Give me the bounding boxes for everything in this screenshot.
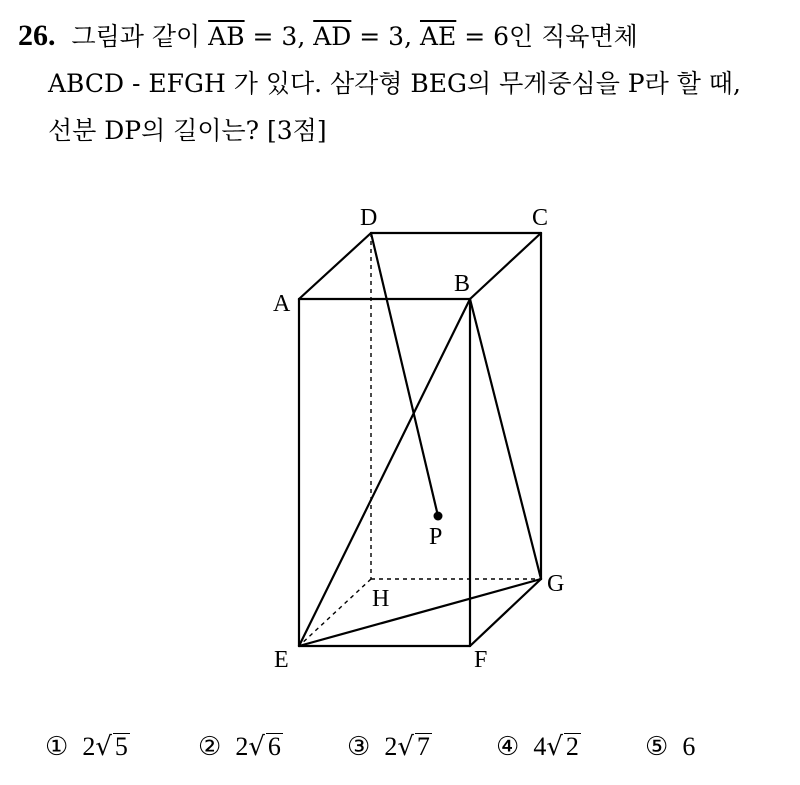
- choice-1-radicand: 5: [114, 732, 128, 761]
- choice-5-value: 6: [682, 732, 696, 761]
- choice-2[interactable]: [198, 728, 283, 766]
- choice-2-coef: 2: [235, 732, 249, 761]
- label-h: H: [372, 586, 390, 612]
- label-c: C: [532, 205, 549, 231]
- eq-ad: = 3,: [351, 22, 420, 51]
- choice-3-coef: 2: [384, 732, 398, 761]
- choice-2-radicand: 6: [267, 732, 281, 761]
- sqrt-icon: √: [546, 732, 563, 762]
- choice-4[interactable]: [496, 728, 581, 766]
- choice-1-coef: 2: [82, 732, 96, 761]
- label-a: A: [273, 291, 291, 317]
- choice-5-mark: ⑤: [645, 732, 669, 762]
- line1-tail: 인 직육면체: [509, 22, 638, 51]
- intro-text: 그림과 같이: [71, 22, 209, 51]
- label-p: P: [429, 524, 443, 550]
- choice-2-mark: ②: [198, 732, 222, 762]
- problem-line-3: 선분 DP의 길이는? [3점]: [48, 116, 327, 145]
- sqrt-icon: √: [248, 732, 265, 762]
- choice-1[interactable]: [45, 728, 130, 766]
- segment-dp: [371, 233, 438, 516]
- segment-ab: $\overline{AB}$: [208, 22, 245, 51]
- label-f: F: [474, 647, 488, 673]
- edge-bc: [470, 233, 541, 299]
- choice-1-mark: ①: [45, 732, 69, 762]
- point-p: [434, 512, 443, 521]
- choice-4-mark: ④: [496, 732, 520, 762]
- choice-3-radicand: 7: [416, 732, 430, 761]
- segment-ad: $\overline{AD}$: [313, 22, 352, 51]
- segment-ae: $\overline{AE}$: [419, 22, 457, 51]
- problem-line-2: ABCD - EFGH 가 있다. 삼각형 BEG의 무게중심을 P라 할 때,: [48, 69, 741, 98]
- choice-5[interactable]: [645, 728, 695, 766]
- label-d: D: [360, 205, 378, 231]
- sqrt-icon: √: [397, 732, 414, 762]
- choice-4-coef: 4: [533, 732, 547, 761]
- segment-bg: [470, 299, 541, 579]
- sqrt-icon: √: [95, 732, 112, 762]
- choice-3-mark: ③: [347, 732, 371, 762]
- problem-number: 26.: [18, 19, 56, 52]
- choice-3[interactable]: [347, 728, 432, 766]
- edge-da: [299, 233, 371, 299]
- label-e: E: [274, 647, 289, 673]
- choice-4-radicand: 2: [565, 732, 579, 761]
- label-b: B: [454, 271, 471, 297]
- eq-ab: = 3,: [244, 22, 314, 51]
- label-g: G: [547, 571, 565, 597]
- eq-ae: = 6: [456, 22, 510, 51]
